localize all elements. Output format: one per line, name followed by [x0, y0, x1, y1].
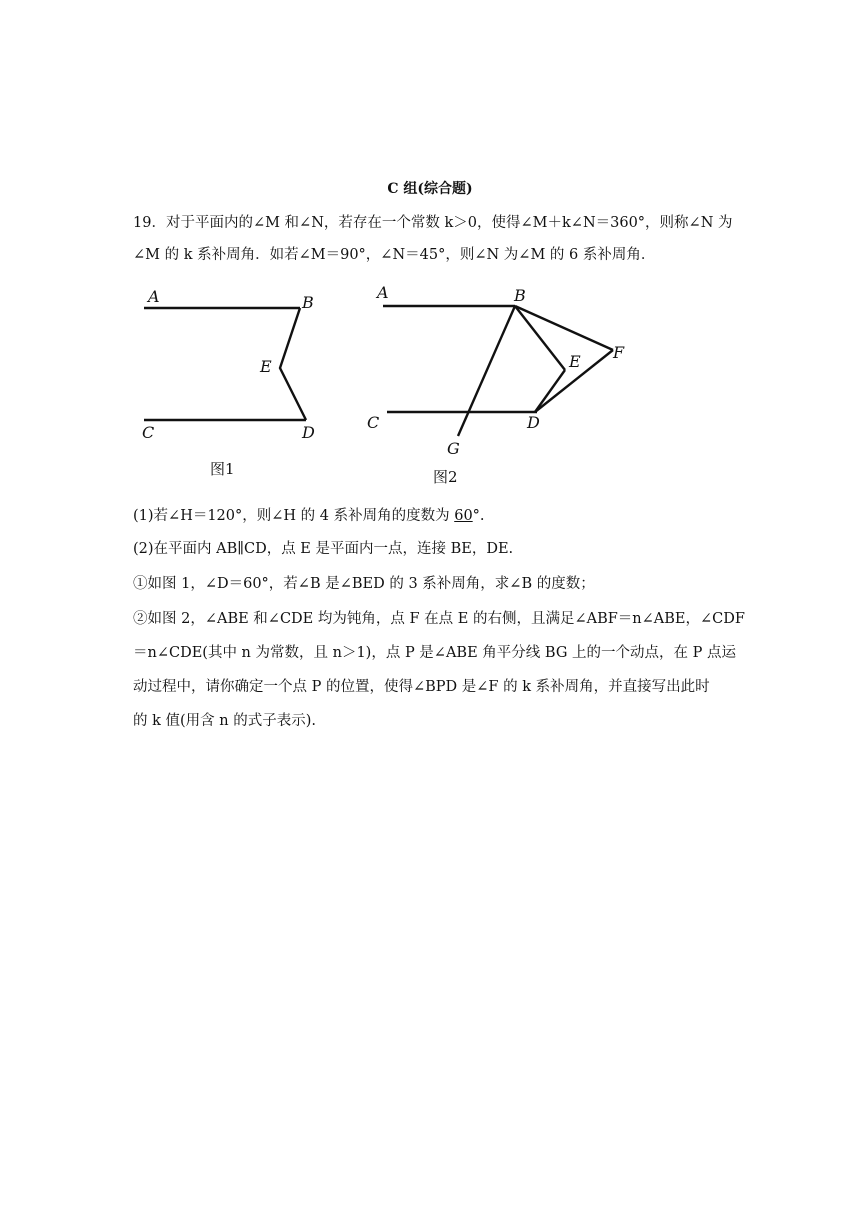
label-d: D	[302, 423, 315, 442]
label-d: D	[527, 413, 540, 432]
part-1-answer: 60	[454, 508, 473, 524]
label-b: B	[514, 286, 526, 305]
label-b: B	[302, 293, 314, 312]
label-e: E	[260, 357, 272, 376]
part-2-sub-2-line-3: 动过程中，请你确定一个点 P 的位置，使得∠BPD 是∠F 的 k 系补周角，并直接写出此时	[133, 679, 710, 695]
part-2-sub-2-line-1: ②如图 2，∠ABE 和∠CDE 均为钝角，点 F 在点 E 的右侧，且满足∠ABF＝n∠ABE，∠CDF	[133, 611, 745, 627]
label-a: A	[377, 283, 389, 302]
part-2-sub-2-line-4: 的 k 值(用含 n 的式子表示).	[133, 713, 316, 729]
part-2-sub-2-line-2: ＝n∠CDE(其中 n 为常数，且 n＞1)，点 P 是∠ABE 角平分线 BG 上的一个动点，在 P 点运	[133, 645, 736, 661]
label-e: E	[569, 352, 581, 371]
label-g: G	[447, 439, 460, 458]
caption-figure-2: 图2	[433, 468, 458, 486]
label-c: C	[367, 413, 380, 432]
problem-text-line-2: ∠M 的 k 系补周角．如若∠M＝90°，∠N＝45°，则∠N 为∠M 的 6 系补周角．	[133, 247, 656, 263]
part-1-suffix: °.	[472, 508, 485, 524]
figure-2	[365, 280, 640, 490]
segment-bf	[515, 306, 613, 350]
part-2-text: (2)在平面内 AB∥CD，点 E 是平面内一点，连接 BE，DE.	[133, 541, 514, 557]
label-f: F	[613, 343, 625, 362]
label-a: A	[148, 287, 160, 306]
part-1-prefix: (1)若∠H＝120°，则∠H 的 4 系补周角的度数为	[133, 508, 455, 524]
problem-text-line-1: 19．对于平面内的∠M 和∠N，若存在一个常数 k＞0，使得∠M＋k∠N＝360°，则称∠N 为	[133, 215, 733, 231]
figure-1	[130, 280, 340, 480]
caption-figure-1: 图1	[210, 460, 235, 478]
segment-bg	[458, 306, 515, 436]
part-2-sub-1-text: ①如图 1，∠D＝60°，若∠B 是∠BED 的 3 系补周角，求∠B 的度数；	[133, 576, 595, 592]
part-1-text	[133, 506, 733, 526]
label-c: C	[142, 423, 155, 442]
path-b-e-d	[280, 308, 306, 420]
segment-be	[515, 306, 565, 370]
section-heading: C 组(综合题)	[387, 181, 473, 197]
